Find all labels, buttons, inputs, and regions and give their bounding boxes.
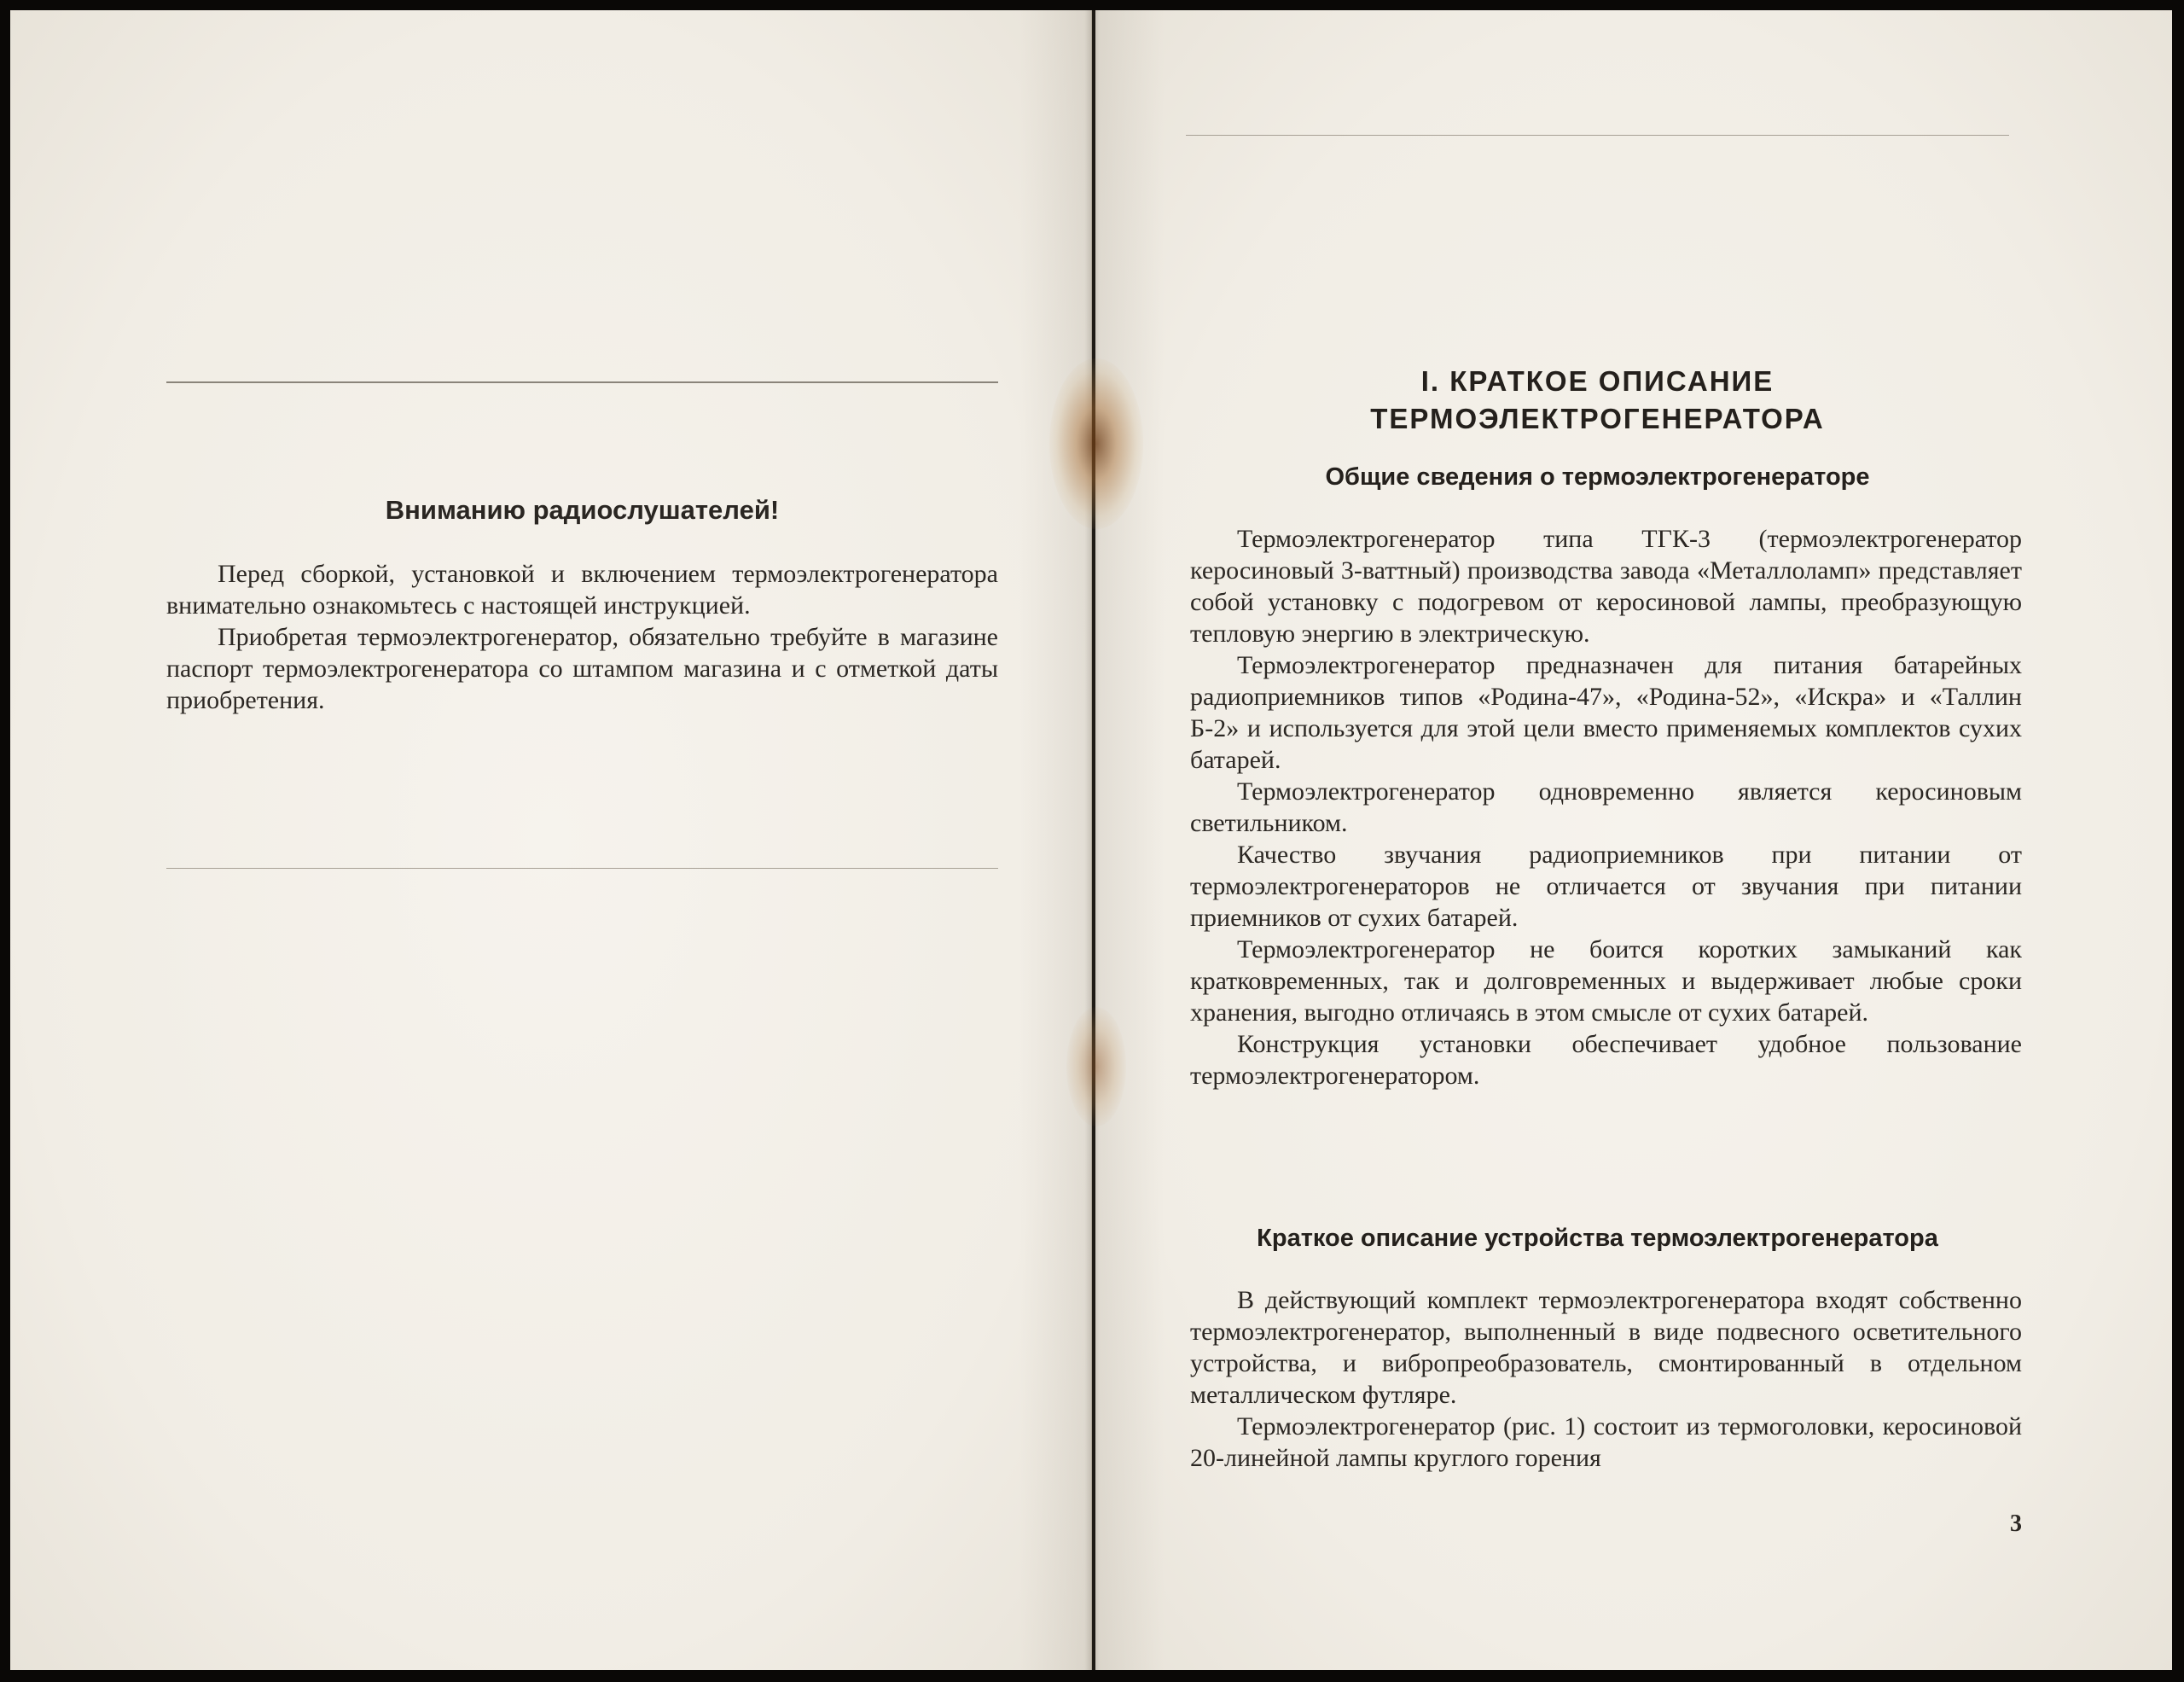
- notice-heading: Вниманию радиослушателей!: [385, 495, 780, 525]
- paragraph: Термоэлектрогенератор (рис. 1) состоит из термоголовки, керосиновой 20-линейной лампы круглого горения: [1190, 1412, 2022, 1472]
- section-title-line: I. КРАТКОЕ ОПИСАНИЕ: [1420, 365, 1774, 397]
- paragraph: Качество звучания радиоприемников при питании от термоэлектрогенераторов не отличается от звучания при питании приемников от сухих батарей.: [1190, 841, 2022, 932]
- general-text: [1190, 523, 2022, 1091]
- subheading-general: Общие сведения о термоэлектрогенераторе: [1325, 463, 1870, 491]
- paragraph: Термоэлектрогенератор не боится коротких замыканий как кратковременных, так и долговременных и выдерживает любые сроки хранения, выгодно отличаясь в этом смысле от сухих батарей.: [1190, 935, 2022, 1027]
- paragraph: Приобретая термоэлектрогенератор, обязательно требуйте в магазине паспорт термоэлектрогенератора со штампом магазина и с отметкой даты приобретения.: [166, 623, 998, 714]
- divider-line: [1186, 135, 2009, 136]
- divider-line: [166, 868, 998, 869]
- left-page: [10, 10, 1092, 1670]
- page-number: 3: [2010, 1510, 2022, 1537]
- section-title-line: ТЕРМОЭЛЕКТРОГЕНЕРАТОРА: [1370, 403, 1825, 434]
- paragraph: Термоэлектрогенератор предназначен для питания батарейных радиоприемников типов «Родина-47», «Родина-52», «Искра» и «Таллин Б-2» и используется для этой цели вместо применяемых комплектов сухих батарей.: [1190, 651, 2022, 774]
- paragraph: Термоэлектрогенератор одновременно является керосиновым светильником.: [1190, 777, 2022, 837]
- divider-line: [166, 381, 998, 383]
- paragraph: Перед сборкой, установкой и включением термоэлектрогенератора внимательно ознакомьтесь с настоящей инструкцией.: [166, 560, 998, 620]
- subheading-device: Краткое описание устройства термоэлектрогенератора: [1257, 1225, 1938, 1252]
- device-text: [1190, 1284, 2022, 1474]
- paragraph: В действующий комплект термоэлектрогенератора входят собственно термоэлектрогенератор, выполненный в виде подвесного осветительного устройства, и вибропреобразователь, смонтированный в отдельном металлическом футляре.: [1190, 1286, 2022, 1409]
- notice-text: [166, 558, 998, 716]
- paragraph: Конструкция установки обеспечивает удобное пользование термоэлектрогенератором.: [1190, 1030, 2022, 1090]
- paragraph: Термоэлектрогенератор типа ТГК-3 (термоэлектрогенератор керосиновый 3-ваттный) производства завода «Металлоламп» представляет собой установку с подогревом от керосиновой лампы, преобразующую тепловую энергию в электрическую.: [1190, 525, 2022, 648]
- section-title: [1186, 363, 2009, 438]
